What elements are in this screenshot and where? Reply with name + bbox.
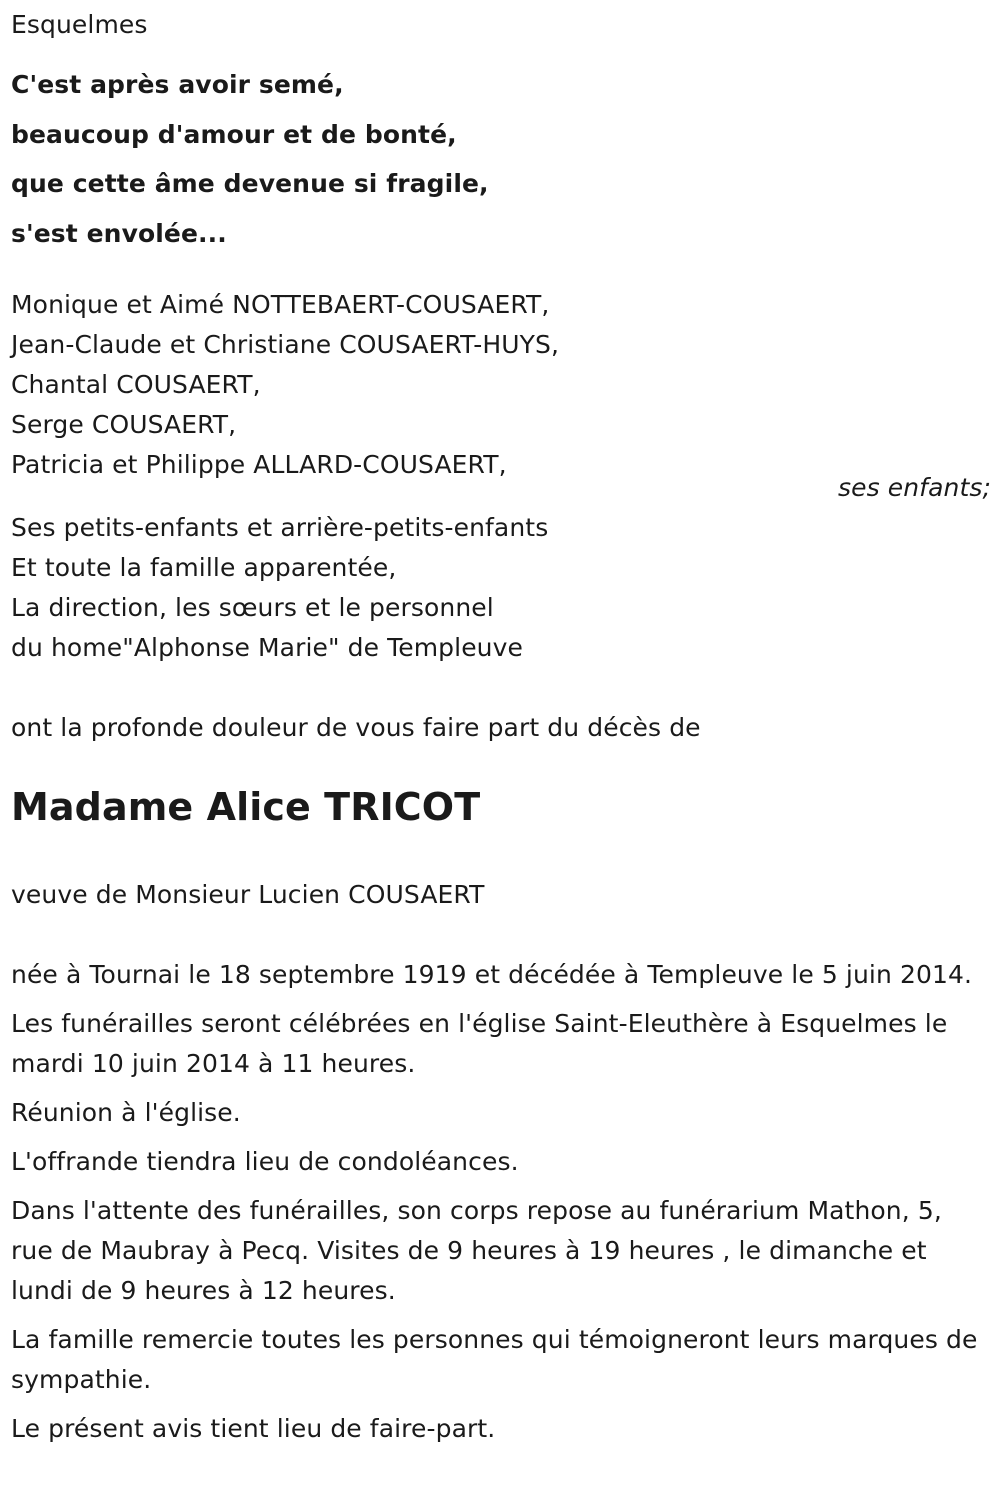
- poem: [11, 60, 489, 258]
- detail-paragraph: Dans l'attente des funérailles, son corps repose au funérarium Mathon, 5, rue de Maubray à Pecq. Visites de 9 heures à 19 heures , le dimanche et lundi de 9 heures à 12 heures.: [11, 1196, 942, 1305]
- poem-line: beaucoup d'amour et de bonté,: [11, 119, 457, 149]
- detail-paragraph: Réunion à l'église.: [11, 1098, 241, 1127]
- poem-line: s'est envolée...: [11, 218, 227, 248]
- deceased-name: Madame Alice TRICOT: [11, 785, 481, 829]
- other-mourners-list: [11, 508, 548, 668]
- poem-line: que cette âme devenue si fragile,: [11, 169, 489, 199]
- detail-paragraph: L'offrande tiendra lieu de condoléances.: [11, 1147, 519, 1176]
- detail-paragraph: Les funérailles seront célébrées en l'église Saint-Eleuthère à Esquelmes le mardi 10 juin 2014 à 11 heures.: [11, 1009, 948, 1078]
- children-role-label: ses enfants;: [837, 473, 991, 502]
- detail-paragraph: La famille remercie toutes les personnes qui témoigneront leurs marques de sympathie.: [11, 1325, 978, 1394]
- widow-of-text: veuve de Monsieur Lucien COUSAERT: [11, 880, 485, 909]
- mourner-entry: Et toute la famille apparentée,: [11, 553, 397, 582]
- detail-paragraph: Le présent avis tient lieu de faire-part.: [11, 1414, 496, 1443]
- mourner-entry: du home"Alphonse Marie" de Templeuve: [11, 633, 523, 662]
- child-entry: Jean-Claude et Christiane COUSAERT-HUYS,: [11, 330, 560, 359]
- child-entry: Monique et Aimé NOTTEBAERT-COUSAERT,: [11, 290, 550, 319]
- child-entry: Serge COUSAERT,: [11, 410, 237, 439]
- mourner-entry: Ses petits-enfants et arrière-petits-enfants: [11, 513, 549, 542]
- detail-paragraph: née à Tournai le 18 septembre 1919 et décédée à Templeuve le 5 juin 2014.: [11, 960, 973, 989]
- mourner-entry: La direction, les sœurs et le personnel: [11, 593, 494, 622]
- child-entry: Chantal COUSAERT,: [11, 370, 261, 399]
- children-list: [11, 285, 559, 485]
- announcement-text: ont la profonde douleur de vous faire part du décès de: [11, 713, 701, 742]
- poem-line: C'est après avoir semé,: [11, 70, 344, 99]
- child-entry: Patricia et Philippe ALLARD-COUSAERT,: [11, 450, 507, 479]
- funeral-details: [11, 955, 986, 1458]
- notice-location: Esquelmes: [11, 10, 148, 39]
